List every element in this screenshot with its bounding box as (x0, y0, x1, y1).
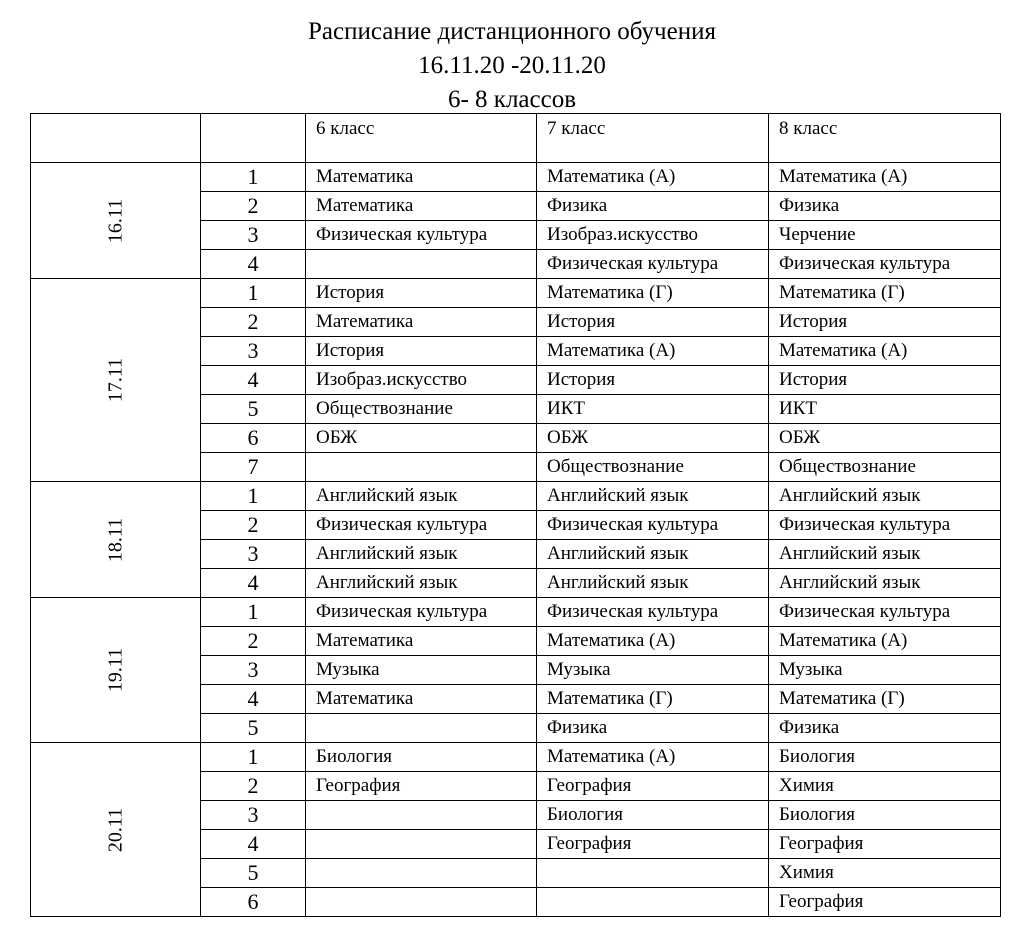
subject-class-8: Биология (769, 743, 1001, 772)
subject-class-7: География (537, 772, 769, 801)
lesson-number: 3 (201, 221, 306, 250)
subject-class-7 (537, 859, 769, 888)
subject-class-6 (306, 714, 537, 743)
lesson-number: 3 (201, 656, 306, 685)
subject-class-7: ОБЖ (537, 424, 769, 453)
subject-class-6: История (306, 337, 537, 366)
subject-class-7: История (537, 366, 769, 395)
subject-class-6: Математика (306, 163, 537, 192)
subject-class-8: Английский язык (769, 569, 1001, 598)
lesson-number: 5 (201, 714, 306, 743)
subject-class-8: География (769, 830, 1001, 859)
subject-class-8: Химия (769, 859, 1001, 888)
subject-class-6: Физическая культура (306, 511, 537, 540)
subject-class-7: Физика (537, 192, 769, 221)
subject-class-7: История (537, 308, 769, 337)
table-row (31, 482, 1001, 511)
subject-class-6 (306, 801, 537, 830)
subject-class-7: Физическая культура (537, 511, 769, 540)
subject-class-6: Изобраз.искусство (306, 366, 537, 395)
subject-class-8: Математика (Г) (769, 685, 1001, 714)
lesson-number: 4 (201, 250, 306, 279)
header-class-8: 8 класс (769, 114, 1001, 163)
lesson-number: 3 (201, 337, 306, 366)
subject-class-7: География (537, 830, 769, 859)
subject-class-6: Математика (306, 192, 537, 221)
subject-class-6: ОБЖ (306, 424, 537, 453)
subject-class-6 (306, 859, 537, 888)
subject-class-8: Математика (А) (769, 163, 1001, 192)
subject-class-6: Математика (306, 627, 537, 656)
header-class-6: 6 класс (306, 114, 537, 163)
lesson-number: 5 (201, 395, 306, 424)
subject-class-6 (306, 453, 537, 482)
lesson-number: 2 (201, 772, 306, 801)
lesson-number: 3 (201, 540, 306, 569)
subject-class-6: Английский язык (306, 540, 537, 569)
lesson-number: 6 (201, 424, 306, 453)
subject-class-6: Математика (306, 685, 537, 714)
lesson-number: 2 (201, 308, 306, 337)
lesson-number: 4 (201, 685, 306, 714)
lesson-number: 2 (201, 511, 306, 540)
subject-class-7: Английский язык (537, 540, 769, 569)
subject-class-8: Английский язык (769, 482, 1001, 511)
lesson-number: 6 (201, 888, 306, 917)
date-label: 20.11 (104, 807, 126, 852)
subject-class-8: Английский язык (769, 540, 1001, 569)
subject-class-7: Английский язык (537, 569, 769, 598)
subject-class-7: Физическая культура (537, 250, 769, 279)
lesson-number: 1 (201, 482, 306, 511)
date-label: 16.11 (104, 198, 126, 243)
subject-class-8: Музыка (769, 656, 1001, 685)
page-title: Расписание дистанционного обучения (308, 18, 716, 45)
subject-class-6: Английский язык (306, 569, 537, 598)
date-label: 17.11 (104, 357, 126, 403)
subject-class-7: Физика (537, 714, 769, 743)
table-row (31, 598, 1001, 627)
subject-class-6 (306, 250, 537, 279)
subject-class-8: История (769, 366, 1001, 395)
subject-class-6: Биология (306, 743, 537, 772)
subject-class-7: Математика (А) (537, 337, 769, 366)
subject-class-8: Физика (769, 714, 1001, 743)
subject-class-8: Черчение (769, 221, 1001, 250)
subject-class-6 (306, 830, 537, 859)
subject-class-8: Обществознание (769, 453, 1001, 482)
subject-class-7: Обществознание (537, 453, 769, 482)
subject-class-8: Биология (769, 801, 1001, 830)
subject-class-6: Музыка (306, 656, 537, 685)
lesson-number: 4 (201, 830, 306, 859)
lesson-number: 2 (201, 192, 306, 221)
subject-class-8: История (769, 308, 1001, 337)
table-row (31, 743, 1001, 772)
subject-class-7: Физическая культура (537, 598, 769, 627)
header-class-7: 7 класс (537, 114, 769, 163)
lesson-number: 1 (201, 279, 306, 308)
subject-class-6: География (306, 772, 537, 801)
subject-class-8: География (769, 888, 1001, 917)
subject-class-8: Математика (Г) (769, 279, 1001, 308)
subject-class-8: Математика (А) (769, 627, 1001, 656)
subject-class-6: Физическая культура (306, 598, 537, 627)
subject-class-7: Математика (Г) (537, 279, 769, 308)
subject-class-6: Математика (306, 308, 537, 337)
subject-class-8: ИКТ (769, 395, 1001, 424)
subject-class-6 (306, 888, 537, 917)
table-row (31, 279, 1001, 308)
date-range: 16.11.20 -20.11.20 (418, 52, 606, 79)
table-row (31, 163, 1001, 192)
schedule-table (30, 113, 1001, 917)
subject-class-7: ИКТ (537, 395, 769, 424)
date-cell (31, 482, 201, 598)
subject-class-7 (537, 888, 769, 917)
subject-class-7: Изобраз.искусство (537, 221, 769, 250)
header-row (31, 114, 1001, 163)
subject-class-8: Физика (769, 192, 1001, 221)
subject-class-6: История (306, 279, 537, 308)
subject-class-7: Биология (537, 801, 769, 830)
date-cell (31, 743, 201, 917)
date-label: 19.11 (104, 647, 126, 693)
lesson-number: 3 (201, 801, 306, 830)
subject-class-7: Математика (А) (537, 163, 769, 192)
lesson-number: 4 (201, 366, 306, 395)
subject-class-8: Химия (769, 772, 1001, 801)
subject-class-6: Английский язык (306, 482, 537, 511)
lesson-number: 4 (201, 569, 306, 598)
date-cell (31, 598, 201, 743)
date-cell (31, 163, 201, 279)
subject-class-7: Математика (Г) (537, 685, 769, 714)
subject-class-8: Математика (А) (769, 337, 1001, 366)
subject-class-7: Английский язык (537, 482, 769, 511)
lesson-number: 1 (201, 163, 306, 192)
date-label: 18.11 (104, 517, 126, 562)
subject-class-6: Обществознание (306, 395, 537, 424)
lesson-number: 1 (201, 598, 306, 627)
header-date-cell (31, 114, 201, 163)
lesson-number: 2 (201, 627, 306, 656)
lesson-number: 5 (201, 859, 306, 888)
subject-class-8: ОБЖ (769, 424, 1001, 453)
subject-class-7: Музыка (537, 656, 769, 685)
subject-class-8: Физическая культура (769, 598, 1001, 627)
subject-class-8: Физическая культура (769, 511, 1001, 540)
header-number-cell (201, 114, 306, 163)
lesson-number: 7 (201, 453, 306, 482)
subject-class-7: Математика (А) (537, 627, 769, 656)
subject-class-6: Физическая культура (306, 221, 537, 250)
lesson-number: 1 (201, 743, 306, 772)
class-range: 6- 8 классов (447, 86, 577, 113)
subject-class-7: Математика (А) (537, 743, 769, 772)
date-cell (31, 279, 201, 482)
subject-class-8: Физическая культура (769, 250, 1001, 279)
